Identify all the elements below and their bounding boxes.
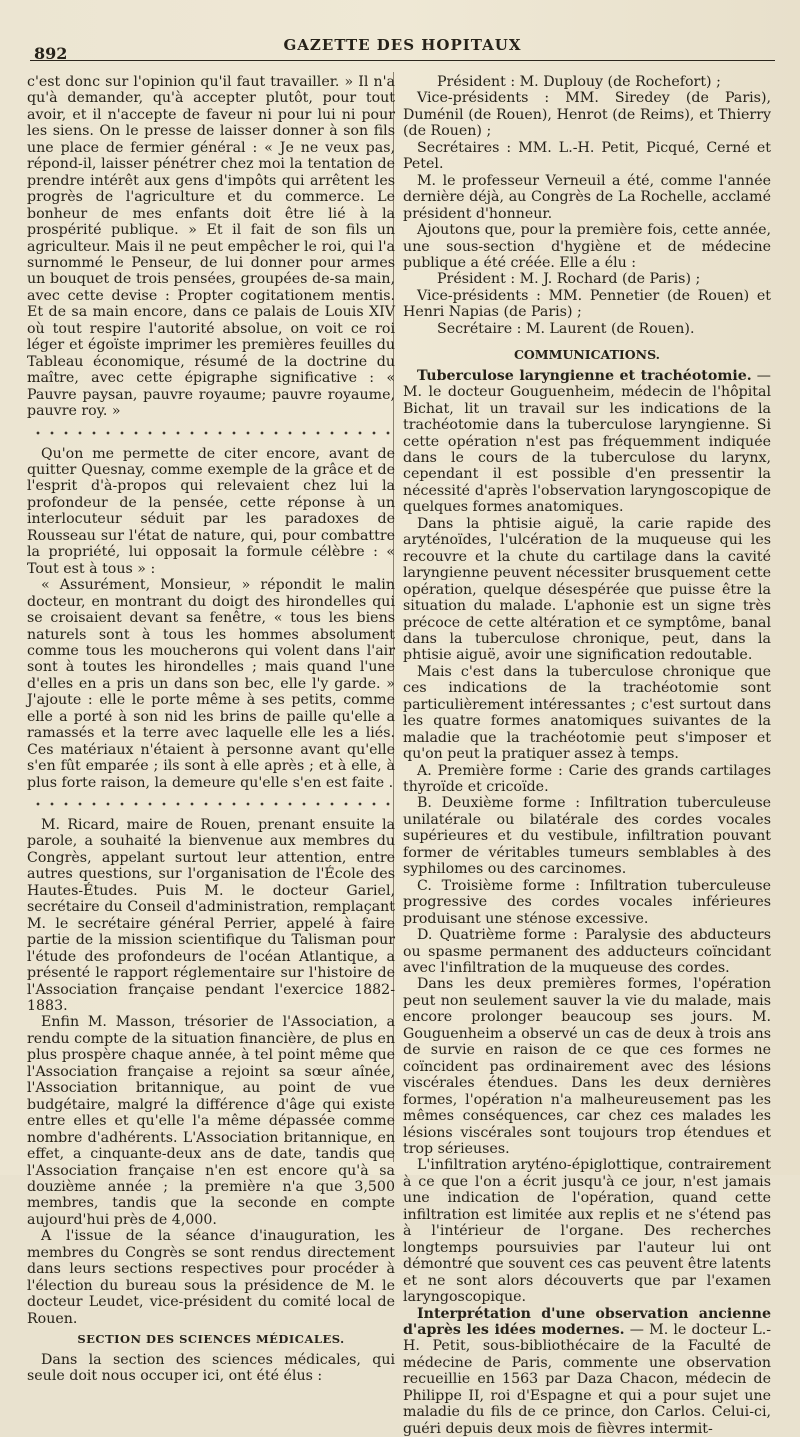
article-body: — M. le docteur Gouguenheim, médecin de l'hôpital Bichat, lit un travail sur les indications de la trachéotomie dans la tuberculose laryngienne. Si cette opération n'est pas fréquemment indiquée dans le cours de la tuberculose du larynx, cependant il est possible d'en pressentir la nécessité d'après l'observation laryngoscopique de quelques formes anatomiques. xyxy=(403,367,771,516)
dotted-separator xyxy=(27,799,395,809)
page-number: 892 xyxy=(34,44,68,63)
left-column xyxy=(27,74,395,1384)
paragraph: c'est donc sur l'opinion qu'il faut travailler. » Il n'a qu'à demander, qu'à accepter plutôt, pour tout avoir, et il n'accepte de faveur ni pour lui ni pour les siens. On le presse de laisser donner à son fils une place de fermier général : « Je ne veux pas, répond-il, laisser pénétrer chez moi la tentation de prendre intérêt aux gens d'impôts qui arrêtent les progrès de l'agriculture et du commerce. Le bonheur de mes enfants doit être lié à la prospérité publique. » Et il fait de son fils un agriculteur. Mais il ne peut empêcher le roi, qui l'a surnommé le Penseur, de lui donner pour armes un bouquet de trois pensées, groupées de-sa main, avec cette devise : Propter cogitationem mentis. Et de sa main encore, dans ce palais de Louis XIV où tout respire l'autorité absolue, on voit ce roi léger et égoïste imprimer les premières feuilles du Tableau économique, résumé de la doctrine du maître, avec cette épigraphe significative : « Pauvre paysan, pauvre royaume; pauvre royaume, pauvre roy. » xyxy=(27,74,395,420)
page-header xyxy=(30,30,775,63)
form-item: D. Quatrième forme : Paralysie des abducteurs ou spasme permanent des adducteurs coïncidant avec l'infiltration de la muqueuse des cordes. xyxy=(403,927,771,977)
dotted-separator xyxy=(27,428,395,438)
paragraph: Dans la phtisie aiguë, la carie rapide des aryténoïdes, l'ulcération de la muqueuse qui les recouvre et la chute du cartilage dans la cavité laryngienne peuvent nécessiter brusquement cette opération, quelque désespérée que puisse être la situation du malade. L'aphonie est un signe très précoce de cette altération et ce symptôme, banal dans la tuberculose chronique, peut, dans la phtisie aiguë, avoir une signification redoutable. xyxy=(403,515,771,664)
communications-heading: COMMUNICATIONS. xyxy=(513,347,661,363)
form-item: C. Troisième forme : Infiltration tuberculeuse progressive des cordes vocales inférieures produisant une sténose excessive. xyxy=(403,877,771,927)
bureau-line: Secrétaires : MM. L.-H. Petit, Picqué, Cerné et Petel. xyxy=(403,139,771,173)
paragraph: Enfin M. Masson, trésorier de l'Association, a rendu compte de la situation financière, de plus en plus prospère chaque année, à tel point même que l'Association française a rejoint sa sœur aînée, l'Association britannique, au point de vue budgétaire, malgré la différence d'âge qui existe entre elles et qu'elle l'a même dépassée comme nombre d'adhérents. L'Association britannique, en effet, a cinquante-deux ans de date, tandis que l'Association française n'en est encore qu'à sa douzième année ; la première n'a que 3,500 membres, tandis que la seconde en compte aujourd'hui près de 4,000. xyxy=(27,1014,395,1228)
article-paragraph xyxy=(403,1306,771,1437)
bureau-line: Secrétaire : M. Laurent (de Rouen). xyxy=(437,320,695,337)
paragraph: Mais c'est dans la tuberculose chronique que ces indications de la trachéotomie sont particulièrement intéressantes ; c'est surtout dans les quatre formes anatomiques suivantes de la maladie que la trachéotomie peut s'imposer et qu'on peut la pratiquer assez à temps. xyxy=(403,663,771,763)
paragraph: Ajoutons que, pour la première fois, cette année, une sous-section d'hygiène et de médecine publique a été créée. Elle a élu : xyxy=(403,222,771,271)
article-body: — M. le docteur L.-H. Petit, sous-bibliothécaire de la Faculté de médecine de Paris, commente une observation recueillie en 1563 par Daza Chacon, médecin de Philippe II, roi d'Espagne et qui a pour sujet une maladie du fils de ce prince, don Carlos. Celui-ci, guéri depuis deux mois de fièvres intermit- xyxy=(403,1321,771,1437)
paragraph: M. le professeur Verneuil a été, comme l'année dernière déjà, au Congrès de La Rochelle, acclamé président d'honneur. xyxy=(403,172,771,222)
article-title: Interprétation d'une observation ancienne d'après les idées modernes. xyxy=(403,1305,771,1338)
paragraph: Dans la section des sciences médicales, qui seule doit nous occuper ici, ont été élus : xyxy=(27,1351,395,1384)
paragraph: Qu'on me permette de citer encore, avant de quitter Quesnay, comme exemple de la grâce et de l'esprit d'à-propos qui relevaient chez lui la profondeur de la pensée, cette réponse à un interlocuteur séduit par les paradoxes de Rousseau sur l'état de nature, qui, pour combattre la propriété, lui opposait la formule célèbre : « Tout est à tous » : xyxy=(27,445,395,577)
paragraph: M. Ricard, maire de Rouen, prenant ensuite la parole, a souhaité la bienvenue aux membres du Congrès, appelant surtout leur attention, entre autres questions, sur l'organisation de l'École des Hautes-Études. Puis M. le docteur Gariel, secrétaire du Conseil d'administration, remplaçant M. le secrétaire général Perrier, appelé à faire partie de la mission scientifique du Talisman pour l'étude des profondeurs de l'océan Atlantique, a présenté le rapport réglementaire sur l'histoire de l'Association française pendant l'exercice 1882-1883. xyxy=(27,817,395,1015)
form-item: B. Deuxième forme : Infiltration tuberculeuse unilatérale ou bilatérale des cordes vocales supérieures et du vestibule, infiltration pouvant former de véritables tumeurs semblables à des syphilomes ou des carcinomes. xyxy=(403,795,771,878)
paragraph: « Assurément, Monsieur, » répondit le malin docteur, en montrant du doigt des hirondelles qui se croisaient devant sa fenêtre, « tous les biens naturels sont à tous les hommes absolument comme tous les moucherons qui volent dans l'air sont à toutes les hirondelles ; mais quand l'une d'elles en a pris un dans son bec, elle l'y garde. » J'ajoute : elle le porte même à ses petits, comme elle a porté à son nid les brins de paille qu'elle a ramassés et la terre avec laquelle elle les a liés. Ces matériaux n'étaient à personne avant qu'elle s'en fût emparée ; ils sont à elle après ; et à elle, à plus forte raison, la demeure qu'elle s'en est faite . xyxy=(27,577,395,791)
header-rule xyxy=(30,60,775,61)
form-item: A. Première forme : Carie des grands cartilages thyroïde et cricoïde. xyxy=(403,762,771,796)
section-title: SECTION DES SCIENCES MÉDICALES. xyxy=(77,1332,345,1347)
journal-title: GAZETTE DES HOPITAUX xyxy=(283,36,522,54)
right-column xyxy=(403,74,771,1437)
bureau-line: Président : M. Duplouy (de Rochefort) ; xyxy=(437,74,721,90)
bureau-line: Vice-présidents : MM. Siredey (de Paris), Duménil (de Rouen), Henrot (de Reims), et Thierry (de Rouen) ; xyxy=(403,90,771,140)
paragraph: Dans les deux premières formes, l'opération peut non seulement sauver la vie du malade, mais encore prolonger beaucoup ses jours. M. Gouguenheim a observé un cas de deux à trois ans de survie en raison de ce que ces formes ne coïncident pas ordinairement avec des lésions viscérales étendues. Dans les deux dernières formes, l'opération n'a malheureusement pas les mêmes conséquences, car chez ces malades les lésions viscérales sont toujours trop étendues et trop sérieuses. xyxy=(403,976,771,1157)
bureau-line: Vice-présidents : MM. Pennetier (de Rouen) et Henri Napias (de Paris) ; xyxy=(403,287,771,321)
article-paragraph xyxy=(403,368,771,516)
paragraph: A l'issue de la séance d'inauguration, les membres du Congrès se sont rendus directement dans leurs sections respectives pour procéder à l'élection du bureau sous la présidence de M. le docteur Leudet, vice-président du comité local de Rouen. xyxy=(27,1228,395,1327)
paragraph: L'infiltration aryténo-épiglottique, contrairement à ce que l'on a écrit jusqu'à ce jour, n'est jamais une indication de l'opération, quand cette infiltration est limitée aux replis et ne s'étend pas à l'intérieur de l'organe. Des recherches longtemps poursuivies par l'auteur lui ont démontré que souvent ces cas peuvent être latents et ne sont alors découverts que par l'examen laryngoscopique. xyxy=(403,1157,771,1306)
article-title: Tuberculose laryngienne et trachéotomie. xyxy=(417,367,752,384)
bureau-line: Président : M. J. Rochard (de Paris) ; xyxy=(437,271,701,288)
